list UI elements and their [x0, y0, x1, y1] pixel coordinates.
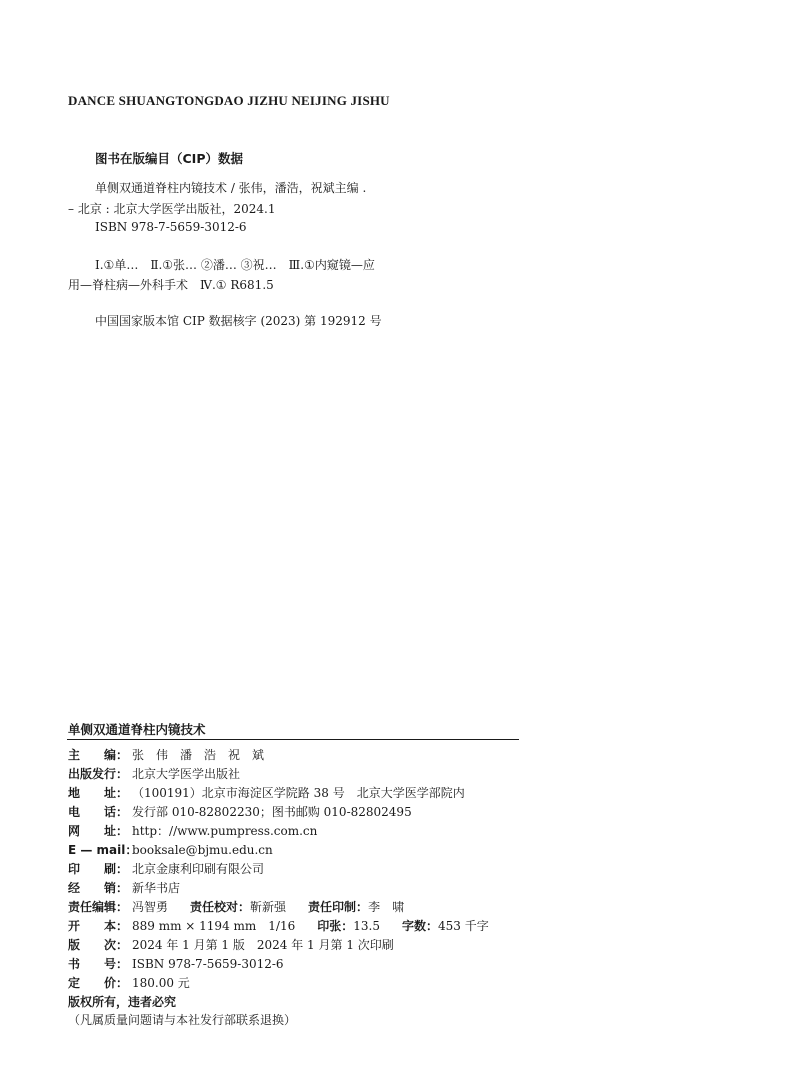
- publisher-label: 出版发行：: [68, 767, 129, 781]
- info-row-distributor: [68, 879, 180, 897]
- distributor-label: 经 销：: [68, 881, 129, 895]
- website-label: 网 址：: [68, 824, 129, 838]
- distributor-value: 新华书店: [132, 881, 181, 895]
- cip-heading: 图书在版编目（CIP）数据: [95, 151, 243, 166]
- copyright-line: 版权所有，违者必究: [68, 995, 177, 1009]
- format-label: 开 本：: [68, 919, 129, 933]
- edition-value: 2024 年 1 月第 1 版 2024 年 1 月第 1 次印刷: [132, 938, 394, 952]
- title-divider: [67, 739, 519, 740]
- resp-editor-label: 责任编辑：: [68, 900, 129, 914]
- info-row-printer: [68, 860, 264, 878]
- words-label: 字数：: [401, 919, 438, 933]
- info-row-format: [68, 917, 489, 935]
- words-value: 453 千字: [437, 919, 489, 933]
- resp-editor-value: 冯智勇: [132, 900, 169, 914]
- cip-title-line: 单侧双通道脊柱内镜技术 / 张伟，潘浩，祝斌主编 .: [95, 181, 367, 195]
- book-number-value: ISBN 978-7-5659-3012-6: [132, 957, 284, 971]
- price-value: 180.00 元: [132, 976, 190, 990]
- sheets-label: 印张：: [317, 919, 354, 933]
- price-label: 定 价：: [68, 976, 129, 990]
- website-value: http：//www.pumpress.com.cn: [132, 824, 318, 838]
- editors-label: 主 编：: [68, 748, 129, 762]
- info-row-publisher: [68, 765, 240, 783]
- info-row-price: [68, 974, 190, 992]
- phone-label: 电 话：: [68, 805, 129, 819]
- info-row-editors: [68, 746, 264, 764]
- resp-proof-label: 责任校对：: [190, 900, 251, 914]
- cip-classification-line-2: 用—脊柱病—外科手术 Ⅳ.① R681.5: [68, 278, 274, 292]
- info-row-phone: [68, 803, 412, 821]
- info-row-email: [68, 841, 273, 859]
- pinyin-title: DANCE SHUANGTONGDAO JIZHU NEIJING JISHU: [68, 93, 390, 108]
- cip-isbn-line: ISBN 978-7-5659-3012-6: [95, 220, 247, 234]
- resp-print-label: 责任印制：: [308, 900, 369, 914]
- printer-label: 印 刷：: [68, 862, 129, 876]
- info-row-address: [68, 784, 465, 802]
- info-row-website: [68, 822, 317, 840]
- sheets-value: 13.5: [353, 919, 380, 933]
- info-row-edition: [68, 936, 394, 954]
- info-row-responsibility: [68, 898, 404, 916]
- cip-classification-line-1: Ⅰ.①单… Ⅱ.①张… ②潘… ③祝… Ⅲ.①内窥镜—应: [95, 258, 375, 272]
- publisher-value: 北京大学医学出版社: [132, 767, 241, 781]
- address-value: （100191）北京市海淀区学院路 38 号 北京大学医学部院内: [132, 786, 465, 800]
- info-row-book-number: [68, 955, 284, 973]
- book-title: 单侧双通道脊柱内镜技术: [68, 722, 206, 737]
- resp-proof-value: 靳新强: [250, 900, 287, 914]
- email-value: booksale@bjmu.edu.cn: [132, 843, 273, 857]
- cip-number-line: 中国国家版本馆 CIP 数据核字 (2023) 第 192912 号: [95, 314, 382, 328]
- format-value: 889 mm × 1194 mm 1/16: [132, 919, 296, 933]
- address-label: 地 址：: [68, 786, 129, 800]
- editors-value: 张 伟 潘 浩 祝 斌: [132, 748, 265, 762]
- phone-value: 发行部 010-82802230；图书邮购 010-82802495: [132, 805, 412, 819]
- edition-label: 版 次：: [68, 938, 129, 952]
- printer-value: 北京金康利印刷有限公司: [132, 862, 265, 876]
- cip-publisher-line: – 北京 : 北京大学医学出版社，2024.1: [68, 202, 276, 216]
- email-label: E — mail：: [68, 843, 138, 857]
- book-number-label: 书 号：: [68, 957, 129, 971]
- resp-print-value: 李 啸: [368, 900, 405, 914]
- return-notice: （凡属质量问题请与本社发行部联系退换）: [68, 1013, 297, 1027]
